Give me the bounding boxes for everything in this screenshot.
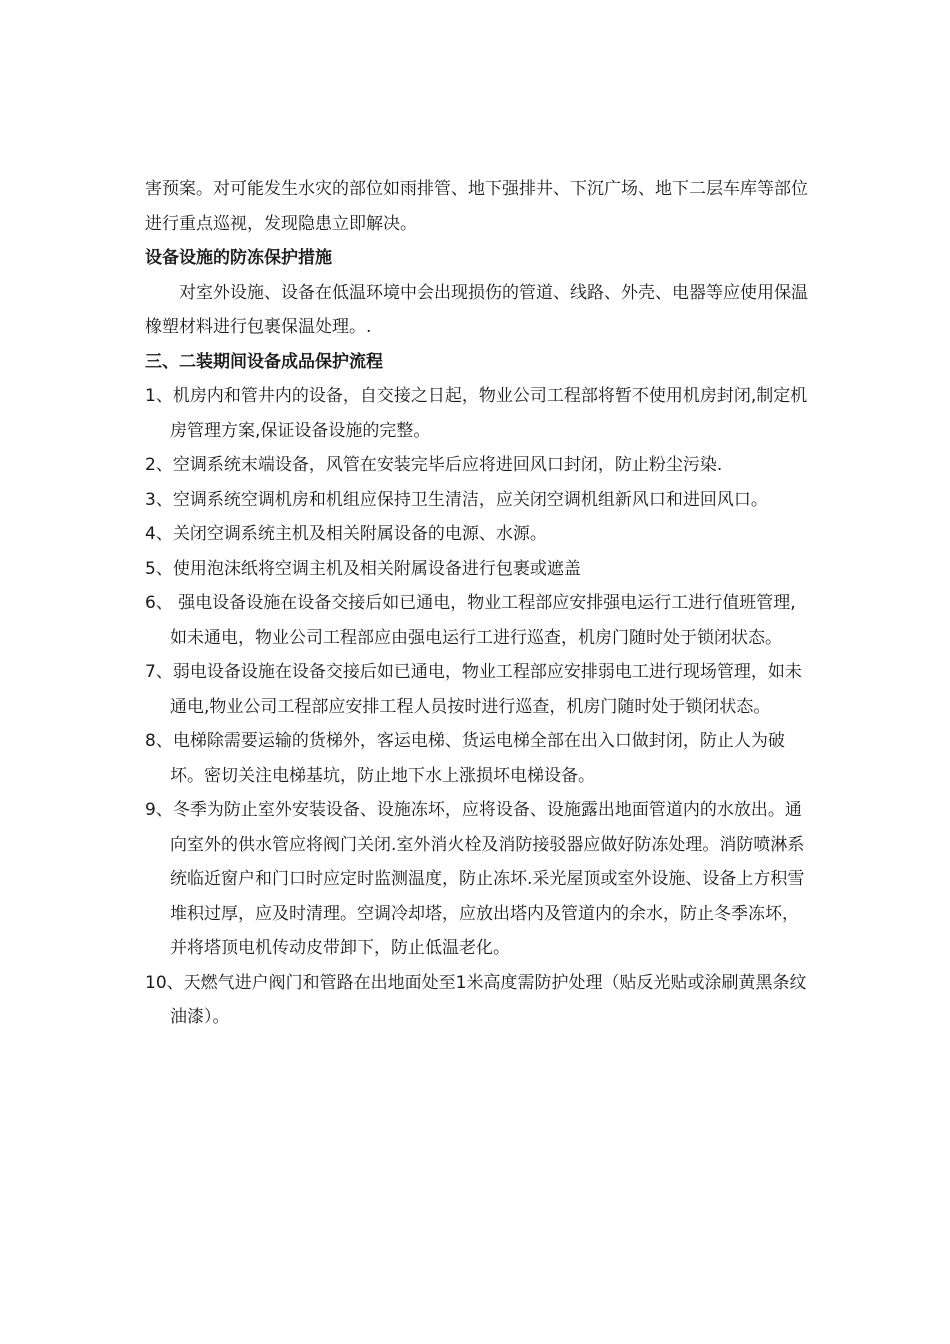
paragraph-antifreeze: 对室外设施、设备在低温环境中会出现损伤的管道、线路、外壳、电器等应使用保温橡塑材料进行包裹保温处理。. [145,282,808,337]
list-item: 8、电梯除需要运输的货梯外，客运电梯、货运电梯全部在出入口做封闭，防止人为破坏。密切关注电梯基坑，防止地下水上涨损坏电梯设备。 [145,731,785,786]
list-item: 5、使用泡沫纸将空调主机及相关附属设备进行包裹或遮盖 [145,558,581,579]
list-item: 1、机房内和管井内的设备，自交接之日起，物业公司工程部将暂不使用机房封闭,制定机房管理方案,保证设备设施的完整。 [145,386,808,441]
list-item: 10、天燃气进户阀门和管路在出地面处至1米高度需防护处理（贴反光贴或涂刷黄黑条纹油漆）。 [145,972,807,1027]
list-item: 9、冬季为防止室外安装设备、设施冻坏，应将设备、设施露出地面管道内的水放出。通向室外的供水管应将阀门关闭.室外消火栓及消防接驳器应做好防冻处理。消防喷淋系统临近窗户和门口时应定时监测温度，防止冻坏.采光屋顶或室外设施、设备上方积雪堆积过厚，应及时清理。空调冷却塔，应放出塔内及管道内的余水，防止冬季冻坏，并将塔顶电机传动皮带卸下，防止低温老化。 [145,800,805,958]
list-item: 7、弱电设备设施在设备交接后如已通电，物业工程部应安排弱电工进行现场管理，如未通电,物业公司工程部应安排工程人员按时进行巡查，机房门随时处于锁闭状态。 [145,662,802,717]
paragraph-flood-plan: 害预案。对可能发生水灾的部位如雨排管、地下强排井、下沉广场、地下二层车库等部位进行重点巡视，发现隐患立即解决。 [145,179,808,234]
list-item: 4、关闭空调系统主机及相关附属设备的电源、水源。 [145,524,547,544]
document-body [145,172,810,1035]
section-heading-protection-process: 三、二装期间设备成品保护流程 [145,351,383,372]
list-item: 6、 强电设备设施在设备交接后如已通电，物业工程部应安排强电运行工进行值班管理,如未通电，物业公司工程部应由强电运行工进行巡查，机房门随时处于锁闭状态。 [145,593,796,648]
section-heading-antifreeze: 设备设施的防冻保护措施 [145,248,332,268]
list-item: 2、空调系统末端设备，风管在安装完毕后应将进回风口封闭，防止粉尘污染. [145,455,723,475]
list-item: 3、空调系统空调机房和机组应保持卫生清洁，应关闭空调机组新风口和进回风口。 [145,489,768,510]
